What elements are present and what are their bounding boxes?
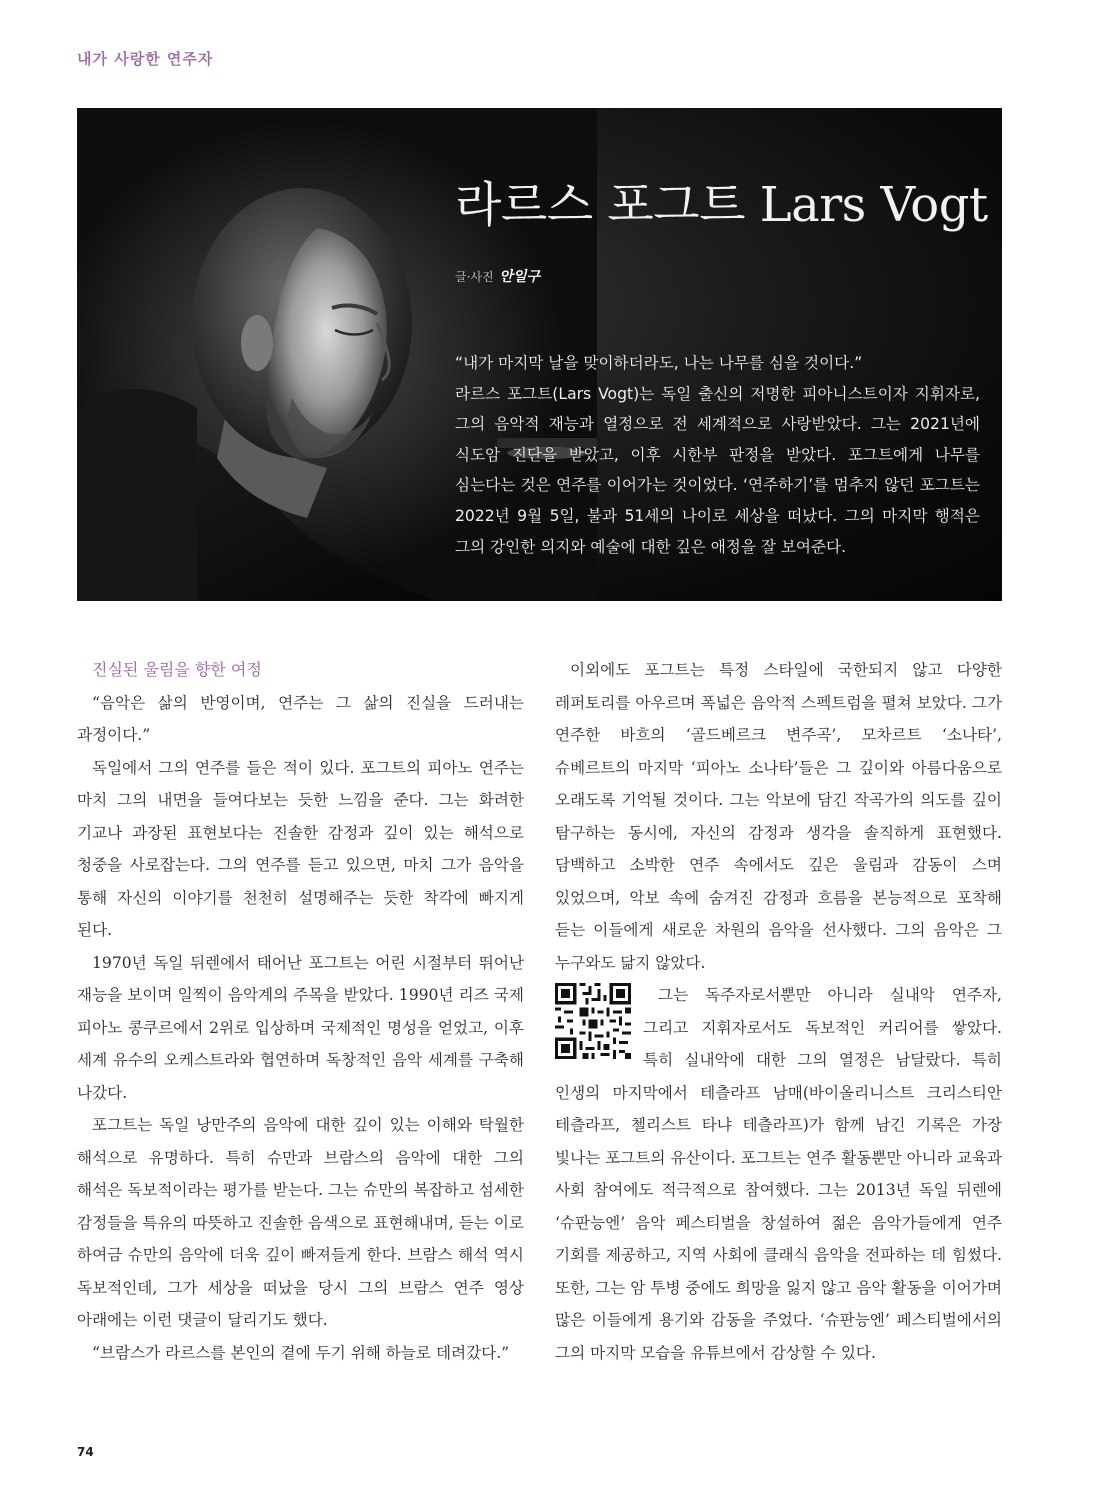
byline-author: 안일구 <box>499 269 540 285</box>
article-title: 라르스 포그트 Lars Vogt <box>455 177 988 233</box>
section-label: 내가 사랑한 연주자 <box>77 50 214 68</box>
lead-quote: “내가 마지막 날을 맞이하더라도, 나는 나무를 심을 것이다.” <box>455 354 863 372</box>
page-number: 74 <box>77 1445 94 1459</box>
paragraph: 이외에도 포그트는 특정 스타일에 국한되지 않고 다양한 레퍼토리를 아우르며 폭넓은 음악적 스펙트럼을 펼쳐 보았다. 그가 연주한 바흐의 ‘골드베르크 변주곡’, 모차르트 ‘소나타’, 슈베르트의 마지막 ‘피아노 소나타’들은 그 깊이와 아름다움으로 오래도록 기억될 것이다. 그는 악보에 담긴 작곡가의 의도를 깊이 탐구하는 동시에, 자신의 감정과 생각을 솔직하게 표현했다. 담백하고 소박한 연주 속에서도 깊은 울림과 감동이 스며 있었으며, 악보 속에 숨겨진 감정과 흐름을 본능적으로 포착해 듣는 이들에게 새로운 차원의 음악을 선사했다. 그의 음악은 그 누구와도 닮지 않았다. <box>555 661 1002 972</box>
paragraph: 1970년 독일 뒤렌에서 태어난 포그트는 어린 시절부터 뛰어난 재능을 보이며 일찍이 음악계의 주목을 받았다. 1990년 리즈 국제 피아노 콩쿠르에서 2위로 입상하며 국제적인 명성을 얻었고, 이후 세계 유수의 오케스트라와 협연하며 독창적인 음악 세계를 구축해 나갔다. <box>77 953 524 1102</box>
paragraph: 포그트는 독일 낭만주의 음악에 대한 깊이 있는 이해와 탁월한 해석으로 유명하다. 특히 슈만과 브람스의 음악에 대한 그의 해석은 독보적이라는 평가를 받는다. 그는 슈만의 복잡하고 섬세한 감정들을 특유의 따뜻하고 진솔한 음색으로 표현해내며, 듣는 이로 하여금 슈만의 음악에 더욱 깊이 빠져들게 한다. 브람스 해석 역시 독보적인데, 그가 세상을 떠났을 당시 그의 브람스 연주 영상 아래에는 이런 댓글이 달리기도 했다. <box>77 1116 524 1329</box>
qr-code-icon[interactable] <box>555 983 631 1059</box>
paragraph: 그는 독주자로서뿐만 아니라 실내악 연주자, 그리고 지휘자로서도 독보적인 커리어를 쌓았다. 특히 실내악에 대한 그의 열정은 남달랐다. 특히 인생의 마지막에서 테츨라프 남매(바이올리니스트 크리스티안 테츨라프, 첼리스트 타냐 테츨라프)가 함께 남긴 기록은 가장 빛나는 포그트의 유산이다. 포그트는 연주 활동뿐만 아니라 교육과 사회 참여에도 적극적으로 참여했다. 그는 2013년 독일 뒤렌에 ‘슈판능엔’ 음악 페스티벌을 창설하여 젊은 음악가들에게 연주 기회를 제공하고, 지역 사회에 클래식 음악을 전파하는 데 힘썼다. 또한, 그는 암 투병 중에도 희망을 잃지 않고 음악 활동을 이어가며 많은 이들에게 용기와 감동을 주었다. ‘슈판능엔’ 페스티벌에서의 그의 마지막 모습을 유튜브에서 감상할 수 있다. <box>555 986 1002 1362</box>
paragraph: 독일에서 그의 연주를 들은 적이 있다. 포그트의 피아노 연주는 마치 그의 내면을 들여다보는 듯한 느낌을 준다. 그는 화려한 기교나 과장된 표현보다는 진솔한 감정과 깊이 있는 해석으로 청중을 사로잡는다. 그의 연주를 듣고 있으면, 마치 그가 음악을 통해 자신의 이야기를 천천히 설명해주는 듯한 착각에 빠지게 된다. <box>77 758 524 939</box>
article-column-right <box>555 654 1002 1369</box>
article-column-left <box>77 654 524 1369</box>
byline-label: 글·사진 <box>455 270 494 284</box>
paragraph: “음악은 삶의 반영이며, 연주는 그 삶의 진실을 드러내는 과정이다.” <box>77 693 524 744</box>
lead-text <box>455 348 980 562</box>
article-subheading: 진실된 울림을 향한 여정 <box>92 660 262 679</box>
paragraph: “브람스가 라르스를 본인의 곁에 두기 위해 하늘로 데려갔다.” <box>92 1343 510 1362</box>
lead-body: 라르스 포그트(Lars Vogt)는 독일 출신의 저명한 피아니스트이자 지휘자로, 그의 음악적 재능과 열정으로 전 세계적으로 사랑받았다. 그는 2021년에 식도암 진단을 받았고, 이후 시한부 판정을 받았다. 포그트에게 나무를 심는다는 것은 연주를 이어가는 것이었다. ‘연주하기’를 멈추지 않던 포그트는 2022년 9월 5일, 불과 51세의 나이로 세상을 떠났다. 그의 마지막 행적은 그의 강인한 의지와 예술에 대한 깊은 애정을 잘 보여준다. <box>455 384 980 556</box>
hero-banner <box>77 108 1002 601</box>
byline <box>455 266 540 286</box>
